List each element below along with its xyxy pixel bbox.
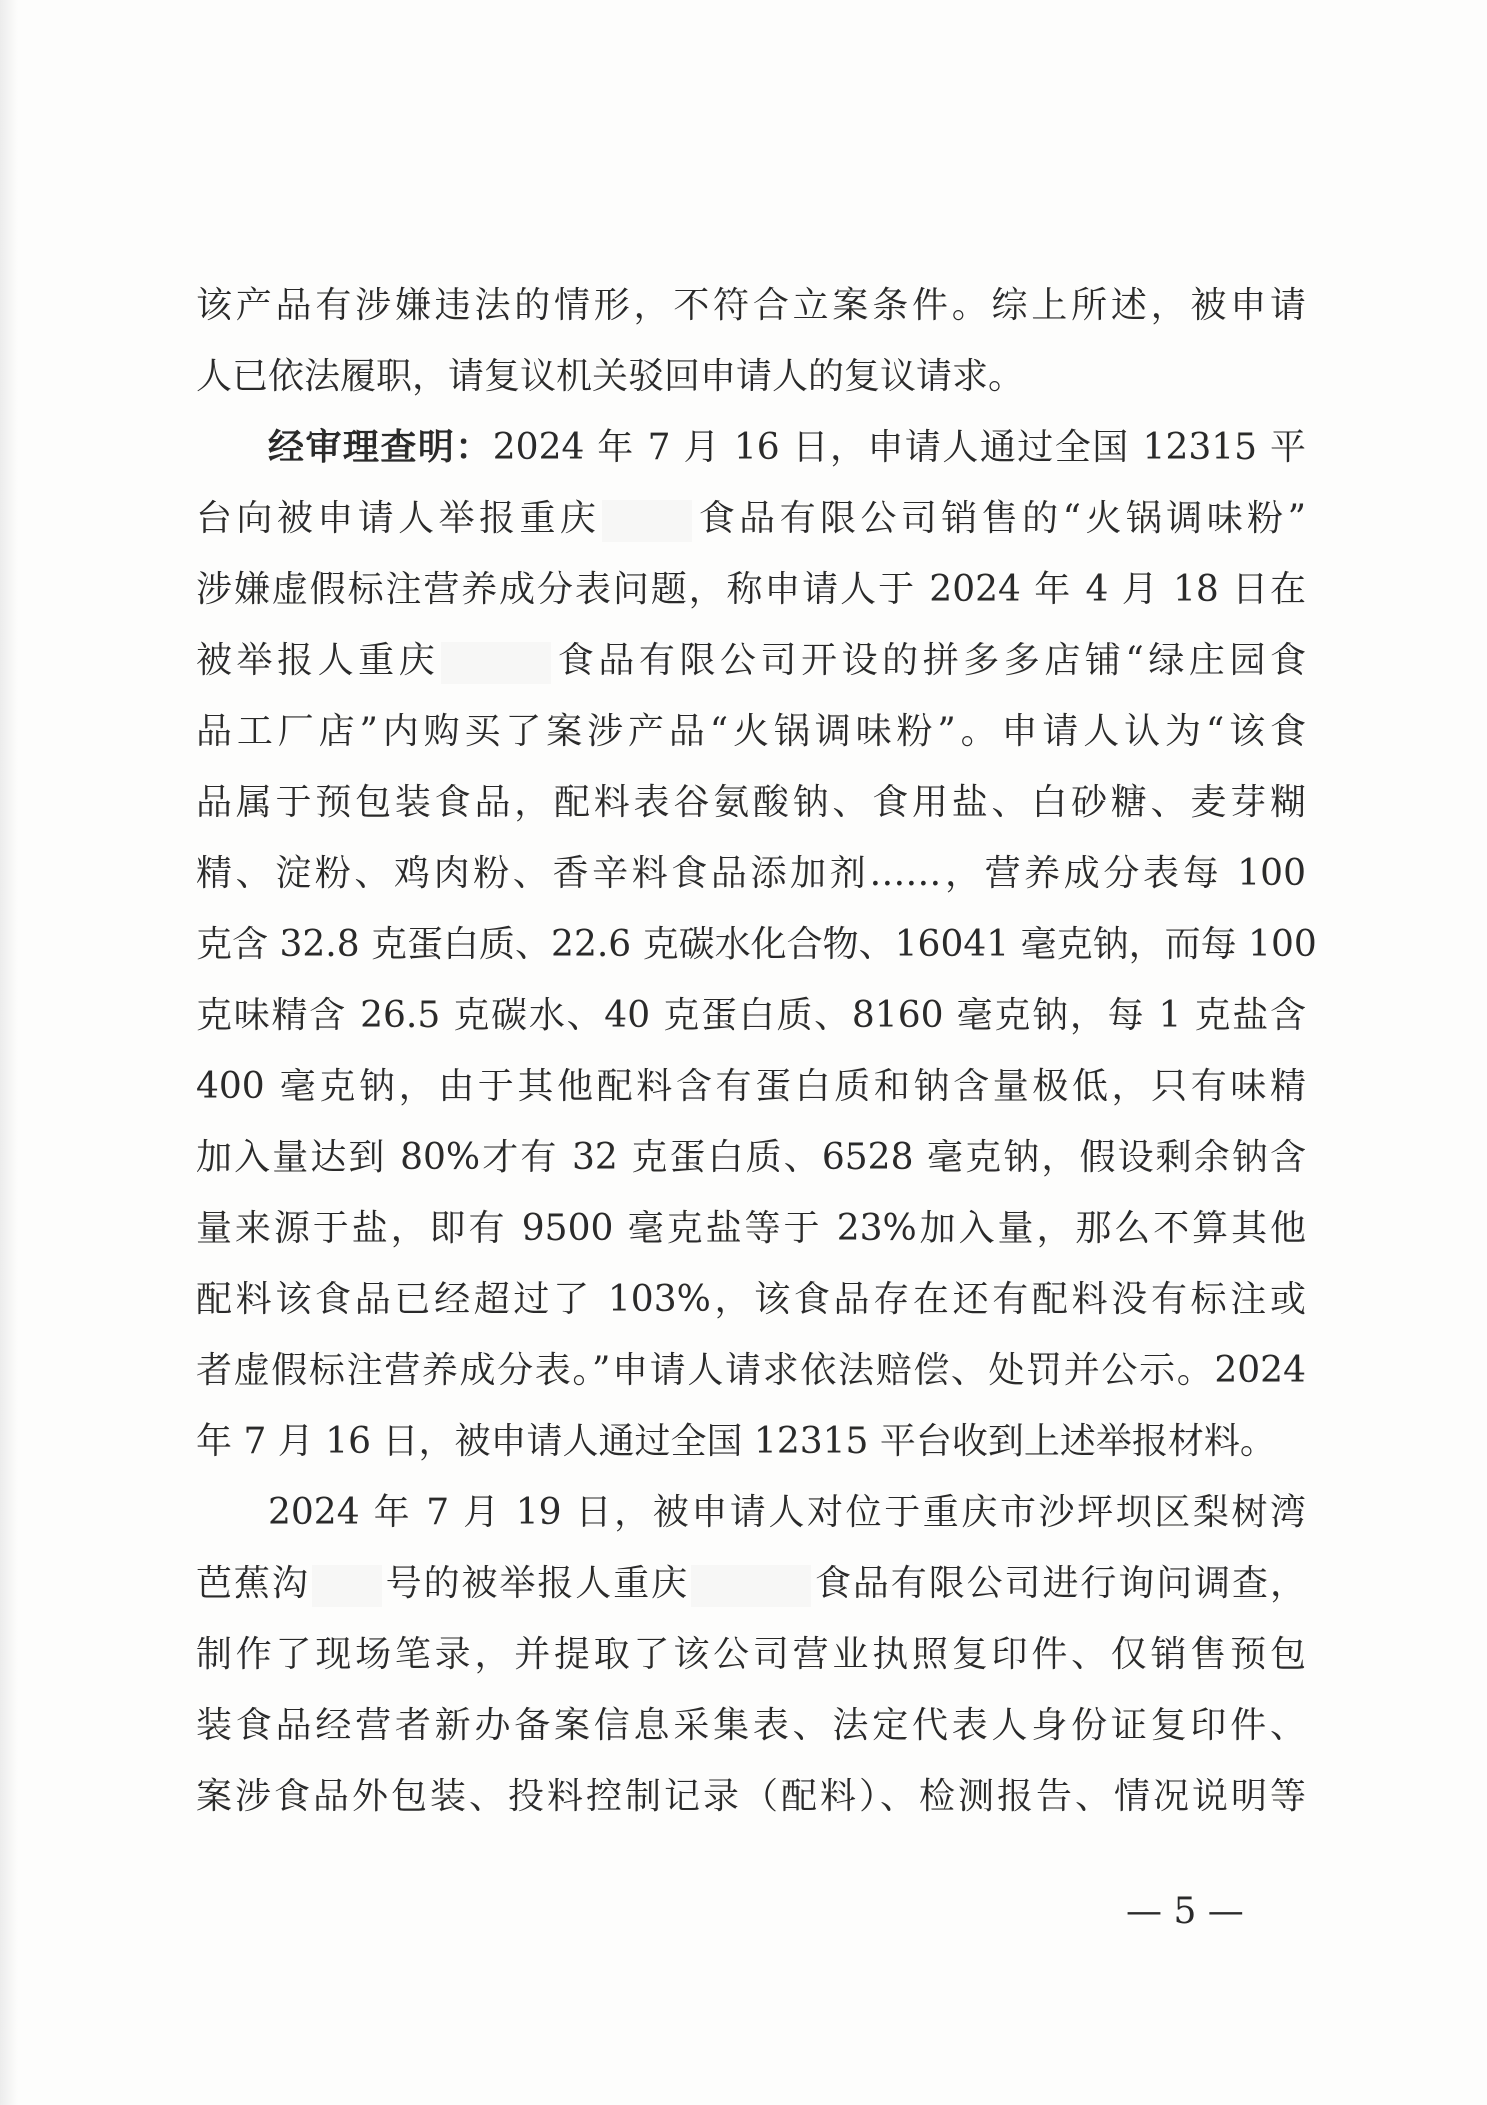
text-line: 制作了现场笔录，并提取了该公司营业执照复印件、仅销售预包: [196, 1634, 1306, 1675]
text-line: 案涉食品外包装、投料控制记录（配料）、检测报告、情况说明等: [196, 1776, 1306, 1817]
text-line: 克含 32.8 克蛋白质、22.6 克碳水化合物、16041 毫克钠，而每 100: [196, 924, 1317, 965]
text-line: 量来源于盐，即有 9500 毫克盐等于 23%加入量，那么不算其他: [196, 1208, 1306, 1249]
redaction-block: [441, 642, 551, 684]
section-heading: 经审理查明：: [268, 427, 493, 468]
redaction-block: [691, 1565, 811, 1607]
redaction-block: [312, 1565, 382, 1607]
text-line: 配料该食品已经超过了 103%，该食品存在还有配料没有标注或: [196, 1279, 1306, 1320]
text-line: 人已依法履职，请复议机关驳回申请人的复议请求。: [196, 356, 1025, 397]
text-fragment: 台向被申请人举报重庆: [196, 498, 601, 539]
text-line: 者虚假标注营养成分表。”申请人请求依法赔偿、处罚并公示。2024: [196, 1350, 1306, 1391]
text-line: [196, 1554, 1306, 1614]
text-line: 年 7 月 16 日，被申请人通过全国 12315 平台收到上述举报材料。: [196, 1421, 1276, 1462]
text-line: 装食品经营者新办备案信息采集表、法定代表人身份证复印件、: [196, 1705, 1306, 1746]
text-fragment: 2024 年 7 月 16 日，申请人通过全国 12315 平: [492, 427, 1306, 468]
text-fragment: 食品有限公司销售的“火锅调味粉”: [694, 498, 1306, 539]
text-fragment: 被举报人重庆: [196, 640, 440, 681]
text-line: 加入量达到 80%才有 32 克蛋白质、6528 毫克钠，假设剩余钠含: [196, 1137, 1306, 1178]
text-fragment: 芭蕉沟: [196, 1563, 310, 1604]
text-line: 400 毫克钠，由于其他配料含有蛋白质和钠含量极低，只有味精: [196, 1066, 1306, 1107]
text-fragment: 食品有限公司开设的拼多多店铺“绿庄园食: [553, 640, 1306, 681]
text-line: [268, 418, 1306, 478]
text-fragment: 食品有限公司进行询问调查，: [813, 1563, 1306, 1604]
text-line: 该产品有涉嫌违法的情形，不符合立案条件。综上所述，被申请: [196, 285, 1306, 326]
text-line: 精、淀粉、鸡肉粉、香辛料食品添加剂……，营养成分表每 100: [196, 853, 1306, 894]
page-number: — 5 —: [1126, 1891, 1244, 1932]
text-fragment: 号的被举报人重庆: [383, 1563, 690, 1604]
text-line: 品属于预包装食品，配料表谷氨酸钠、食用盐、白砂糖、麦芽糊: [196, 782, 1306, 823]
text-line: 2024 年 7 月 19 日，被申请人对位于重庆市沙坪坝区梨树湾: [268, 1492, 1306, 1533]
text-line: 涉嫌虚假标注营养成分表问题，称申请人于 2024 年 4 月 18 日在: [196, 569, 1306, 610]
text-line: 品工厂店”内购买了案涉产品“火锅调味粉”。申请人认为“该食: [196, 711, 1306, 752]
text-line: [196, 631, 1306, 691]
text-line: 克味精含 26.5 克碳水、40 克蛋白质、8160 毫克钠，每 1 克盐含: [196, 995, 1306, 1036]
redaction-block: [602, 500, 692, 542]
text-line: [196, 489, 1306, 549]
